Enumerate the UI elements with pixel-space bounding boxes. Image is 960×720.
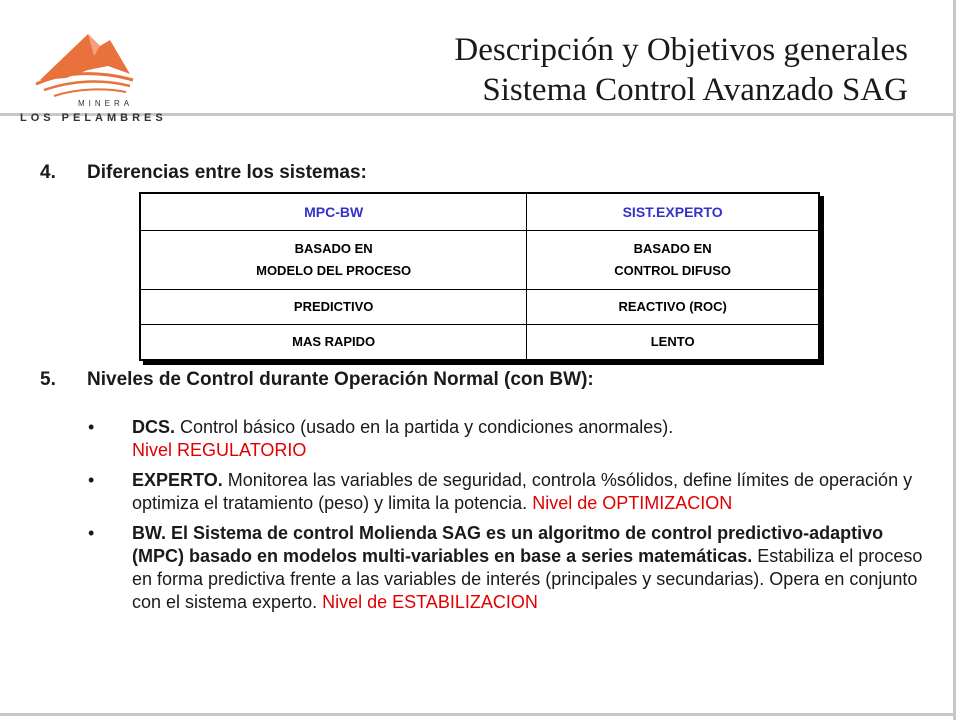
list-item: [84, 469, 924, 515]
section-4-number: 4.: [40, 162, 56, 183]
table-cell: [527, 231, 819, 290]
mountain-logo-icon: [18, 22, 168, 102]
bullet-icon: •: [88, 417, 95, 437]
section-5-heading: [40, 369, 594, 391]
logo-minera-text: MINERA: [78, 99, 134, 108]
table-row: [140, 231, 819, 290]
control-levels-list: [84, 416, 924, 621]
section-4-heading: [40, 162, 367, 184]
bullet-lead: BW. El Sistema de control Molienda SAG es un algoritmo de control predictivo-adaptivo (MPC) basado en modelos multi-variables en base a series matemáticas.: [132, 523, 884, 566]
cell-line: MODELO DEL PROCESO: [256, 263, 412, 278]
table-header-row: [140, 193, 819, 231]
column-header-mpc: MPC-BW: [140, 193, 527, 231]
cell-line: BASADO EN: [294, 241, 373, 256]
list-item: [84, 416, 924, 462]
cell-line: CONTROL DIFUSO: [614, 263, 732, 278]
bullet-lead: EXPERTO.: [132, 470, 223, 490]
cell-line: BASADO EN: [633, 241, 712, 256]
bullet-level: Nivel de ESTABILIZACION: [322, 592, 538, 612]
section-5-number: 5.: [40, 369, 56, 390]
title-line-2: Sistema Control Avanzado SAG: [482, 72, 908, 108]
table-cell: [140, 231, 527, 290]
bullet-level: Nivel de OPTIMIZACION: [532, 493, 733, 513]
column-header-experto: SIST.EXPERTO: [527, 193, 819, 231]
comparison-table: [139, 192, 820, 361]
frame-bottom-border: [0, 713, 956, 716]
section-5-label: Niveles de Control durante Operación Normal (con BW):: [87, 369, 594, 390]
company-logo: [18, 22, 168, 124]
bullet-icon: •: [88, 523, 95, 543]
table-cell: PREDICTIVO: [140, 290, 527, 325]
title-line-1: Descripción y Objetivos generales: [454, 32, 908, 68]
table-cell: MAS RAPIDO: [140, 325, 527, 361]
bullet-text: Monitorea las variables de seguridad, controla %sólidos, define límites de operación y optimiza el tratamiento (peso) y limita la potencia.: [132, 470, 913, 513]
bullet-icon: •: [88, 470, 95, 490]
table-cell: REACTIVO (ROC): [527, 290, 819, 325]
table-row: [140, 290, 819, 325]
bullet-lead: DCS.: [132, 417, 176, 437]
list-item: [84, 522, 924, 614]
bullet-text: Control básico (usado en la partida y condiciones anormales).: [175, 417, 674, 437]
bullet-level: Nivel REGULATORIO: [132, 440, 307, 460]
logo-company-name: LOS PELAMBRES: [20, 112, 167, 124]
frame-right-border: [953, 0, 956, 720]
table-row: [140, 325, 819, 361]
bullet-text: Estabiliza el proceso en forma predictiva frente a las variables de interés (principales y secundarias). Opera en conjunto con el sistema experto.: [132, 546, 923, 612]
section-4-label: Diferencias entre los sistemas:: [87, 162, 367, 183]
table-cell: LENTO: [527, 325, 819, 361]
page-title: [454, 30, 908, 110]
